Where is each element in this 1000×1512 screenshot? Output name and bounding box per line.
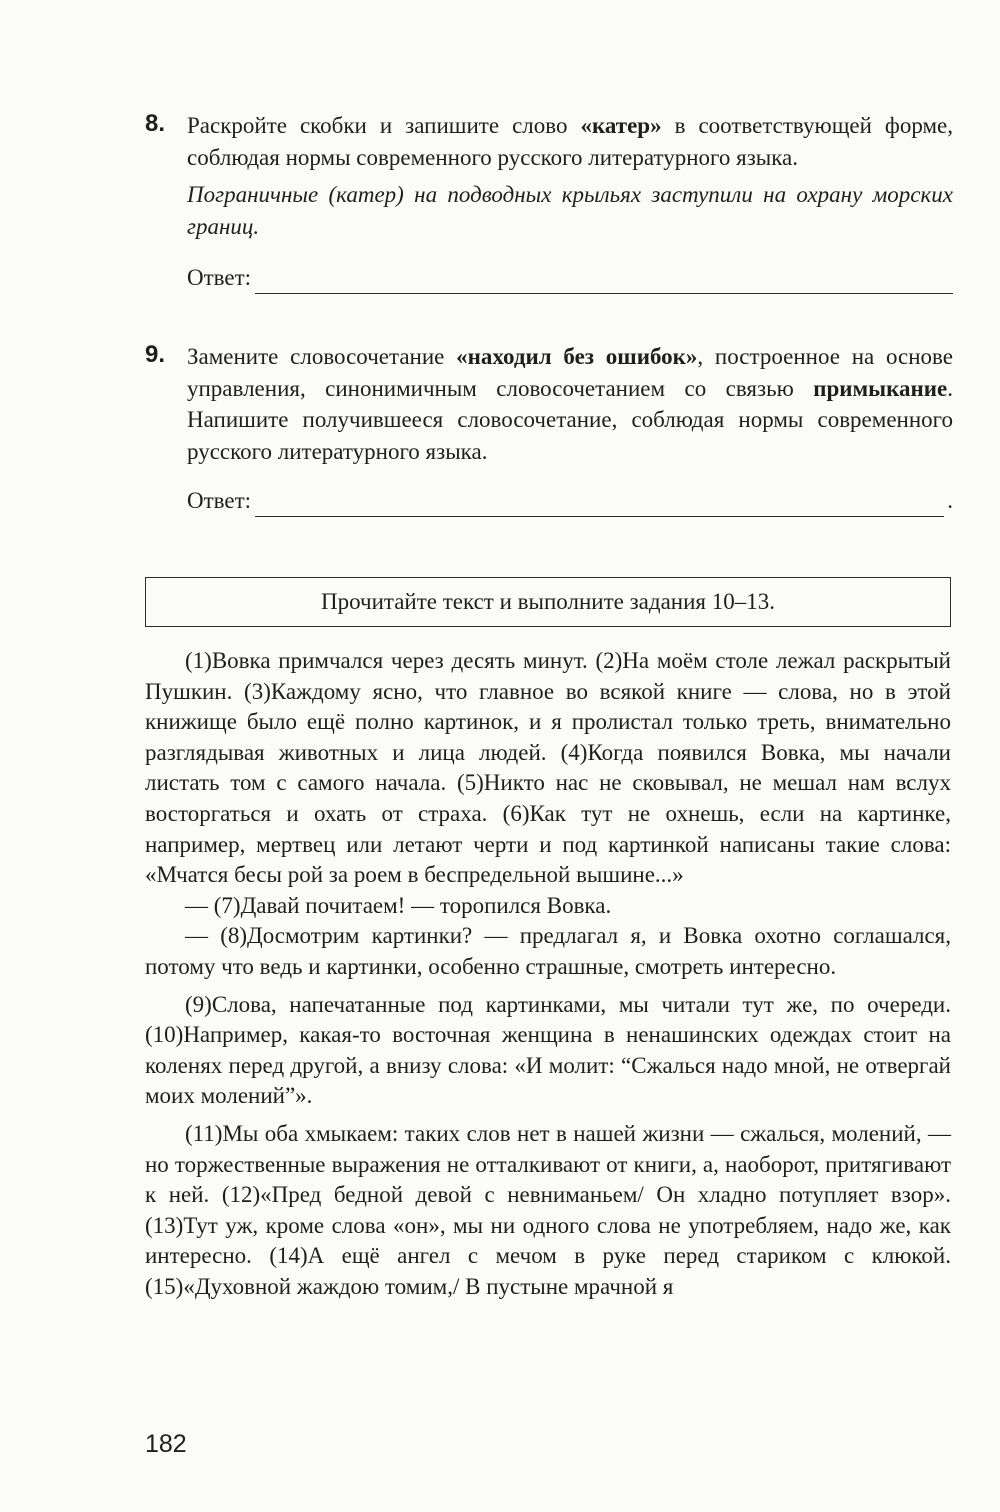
- task-8-answer-label: Ответ:: [187, 265, 252, 290]
- task-9-number: 9.: [145, 341, 166, 368]
- task-8: [145, 110, 953, 294]
- task-9-answer-end: .: [947, 488, 953, 513]
- task-9-keyword-1: «находил без ошибок»: [456, 344, 698, 369]
- task-9-keyword-2: примыкание: [813, 375, 948, 401]
- reading-text: [145, 646, 951, 1302]
- task-8-sentence: Пограничные (катер) на подводных крыльях заступили на охрану морских границ.: [187, 182, 953, 239]
- reading-paragraph-5: (11)Мы оба хмыкаем: таких слов нет в нашей жизни — сжалься, молений, — но торжественные выражения не отталкивают от книги, а, наоборот, притягивают к ней. (12)«Пред бедной девой с невниманьем/ Он хладно потупляет взор». (13)Тут уж, кроме слова «он», мы ни одного слова не употребляем, надо же, как интересно. (14)А ещё ангел с мечом в руке перед стариком с клюкой. (15)«Духовной жаждою томим,/ В пустыне мрачной я: [145, 1120, 951, 1299]
- task-9-instruction: Замените словосочетание «находил без ошибок», построенное на основе управления, синонимичным словосочетанием со связью примыкание. Напишите получившееся словосочетание, соблюдая нормы современного русского литературного языка.: [187, 344, 953, 464]
- task-9-answer-line[interactable]: [255, 494, 944, 517]
- instruction-box: [145, 577, 951, 627]
- reading-paragraph-4: (9)Слова, напечатанные под картинками, мы читали тут же, по очереди. (10)Например, какая-то восточная женщина в ненашинских одеждах стоит на коленях перед другой, а внизу слова: «И молит: “Сжалься надо мной, не отвергай моих молений”».: [145, 991, 951, 1109]
- task-9-body: [187, 341, 953, 517]
- reading-paragraph-3: — (8)Досмотрим картинки? — предлагал я, и Вовка охотно соглашался, потому что ведь и картинки, особенно страшные, смотреть интересно.: [145, 923, 951, 979]
- task-8-body: [187, 110, 953, 294]
- instruction-text: Прочитайте текст и выполните задания 10–13.: [320, 589, 775, 614]
- task-8-keyword: «катер»: [580, 113, 662, 138]
- task-8-instruction: Раскройте скобки и запишите слово «катер» в соответствующей форме, соблюдая нормы современного русского литературного языка.: [187, 113, 953, 170]
- page-number: 182: [145, 1430, 187, 1458]
- task-9-answer-label: Ответ:: [187, 488, 252, 513]
- task-8-number: 8.: [145, 110, 166, 137]
- reading-paragraph-2: — (7)Давай почитаем! — торопился Вовка.: [185, 892, 612, 918]
- reading-paragraph-1: (1)Вовка примчался через десять минут. (2)На моём столе лежал раскрытый Пушкин. (3)Каждому ясно, что главное во всякой книге — слова, но в этой книжище было ещё полно картинок, и я пролистал только треть, внимательно разглядывая животных и лица людей. (4)Когда появился Вовка, мы начали листать том с самого начала. (5)Никто нас не сковывал, не мешал нам вслух восторгаться и охать от страха. (6)Как тут не охнешь, если на картинке, например, мертвец или летают черти и под картинкой написаны такие слова: «Мчатся бесы рой за роем в беспредельной вышине...»: [145, 648, 951, 888]
- task-8-answer-line[interactable]: [255, 271, 953, 294]
- task-9-answer: [187, 485, 953, 517]
- task-9: [145, 341, 953, 517]
- task-8-answer: [187, 262, 953, 294]
